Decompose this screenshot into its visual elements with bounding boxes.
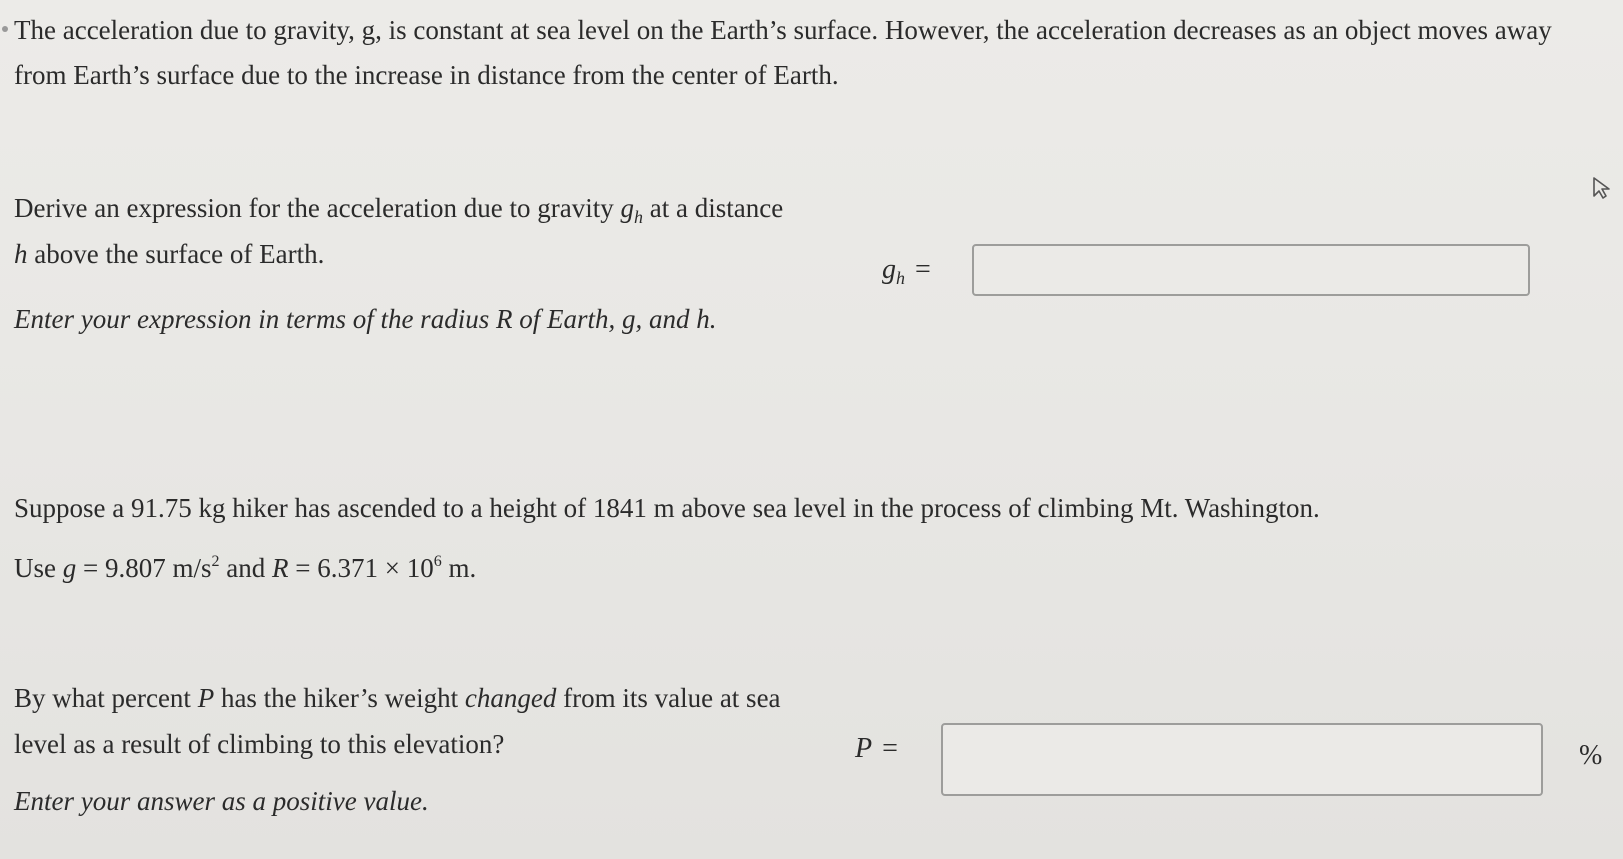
percent-unit: % (1579, 740, 1603, 771)
part1-instruction: Enter your expression in terms of the radius R of Earth, g, and h. (14, 304, 717, 334)
mouse-pointer-icon (1591, 176, 1613, 200)
p-answer-input[interactable] (941, 723, 1543, 796)
part2-instruction: Enter your answer as a positive value. (14, 786, 429, 816)
var-g: $g_h$ (620, 193, 643, 227)
var-h: h (14, 239, 28, 269)
given-line: Suppose a 91.75 kg hiker has ascended to a height of 1841 m above sea level in the process of climbing Mt. Washington. (14, 493, 1320, 523)
part1-prompt: Derive an expression for the acceleration due to gravity $g_h$ at a distance h above the surface of Earth. (14, 193, 784, 269)
gh-label: $g_h$ = (882, 254, 931, 288)
margin-dot (2, 26, 8, 32)
p-label: P = (855, 733, 898, 764)
gh-answer-input[interactable] (972, 244, 1530, 296)
part2-prompt: By what percent P has the hiker’s weight changed from its value at sea level as a result of climbing to this elevation? (14, 683, 781, 759)
intro-paragraph: The acceleration due to gravity, g, is constant at sea level on the Earth’s surface. However, the acceleration decreases as an object moves away from Earth’s surface due to the increase in distance from the center of Earth. (14, 15, 1552, 90)
given-paragraph (14, 478, 1574, 598)
given-values: Use g = 9.807 $m/s^2$ and $R = 6.371 \times 10^6$ m. (14, 553, 477, 583)
